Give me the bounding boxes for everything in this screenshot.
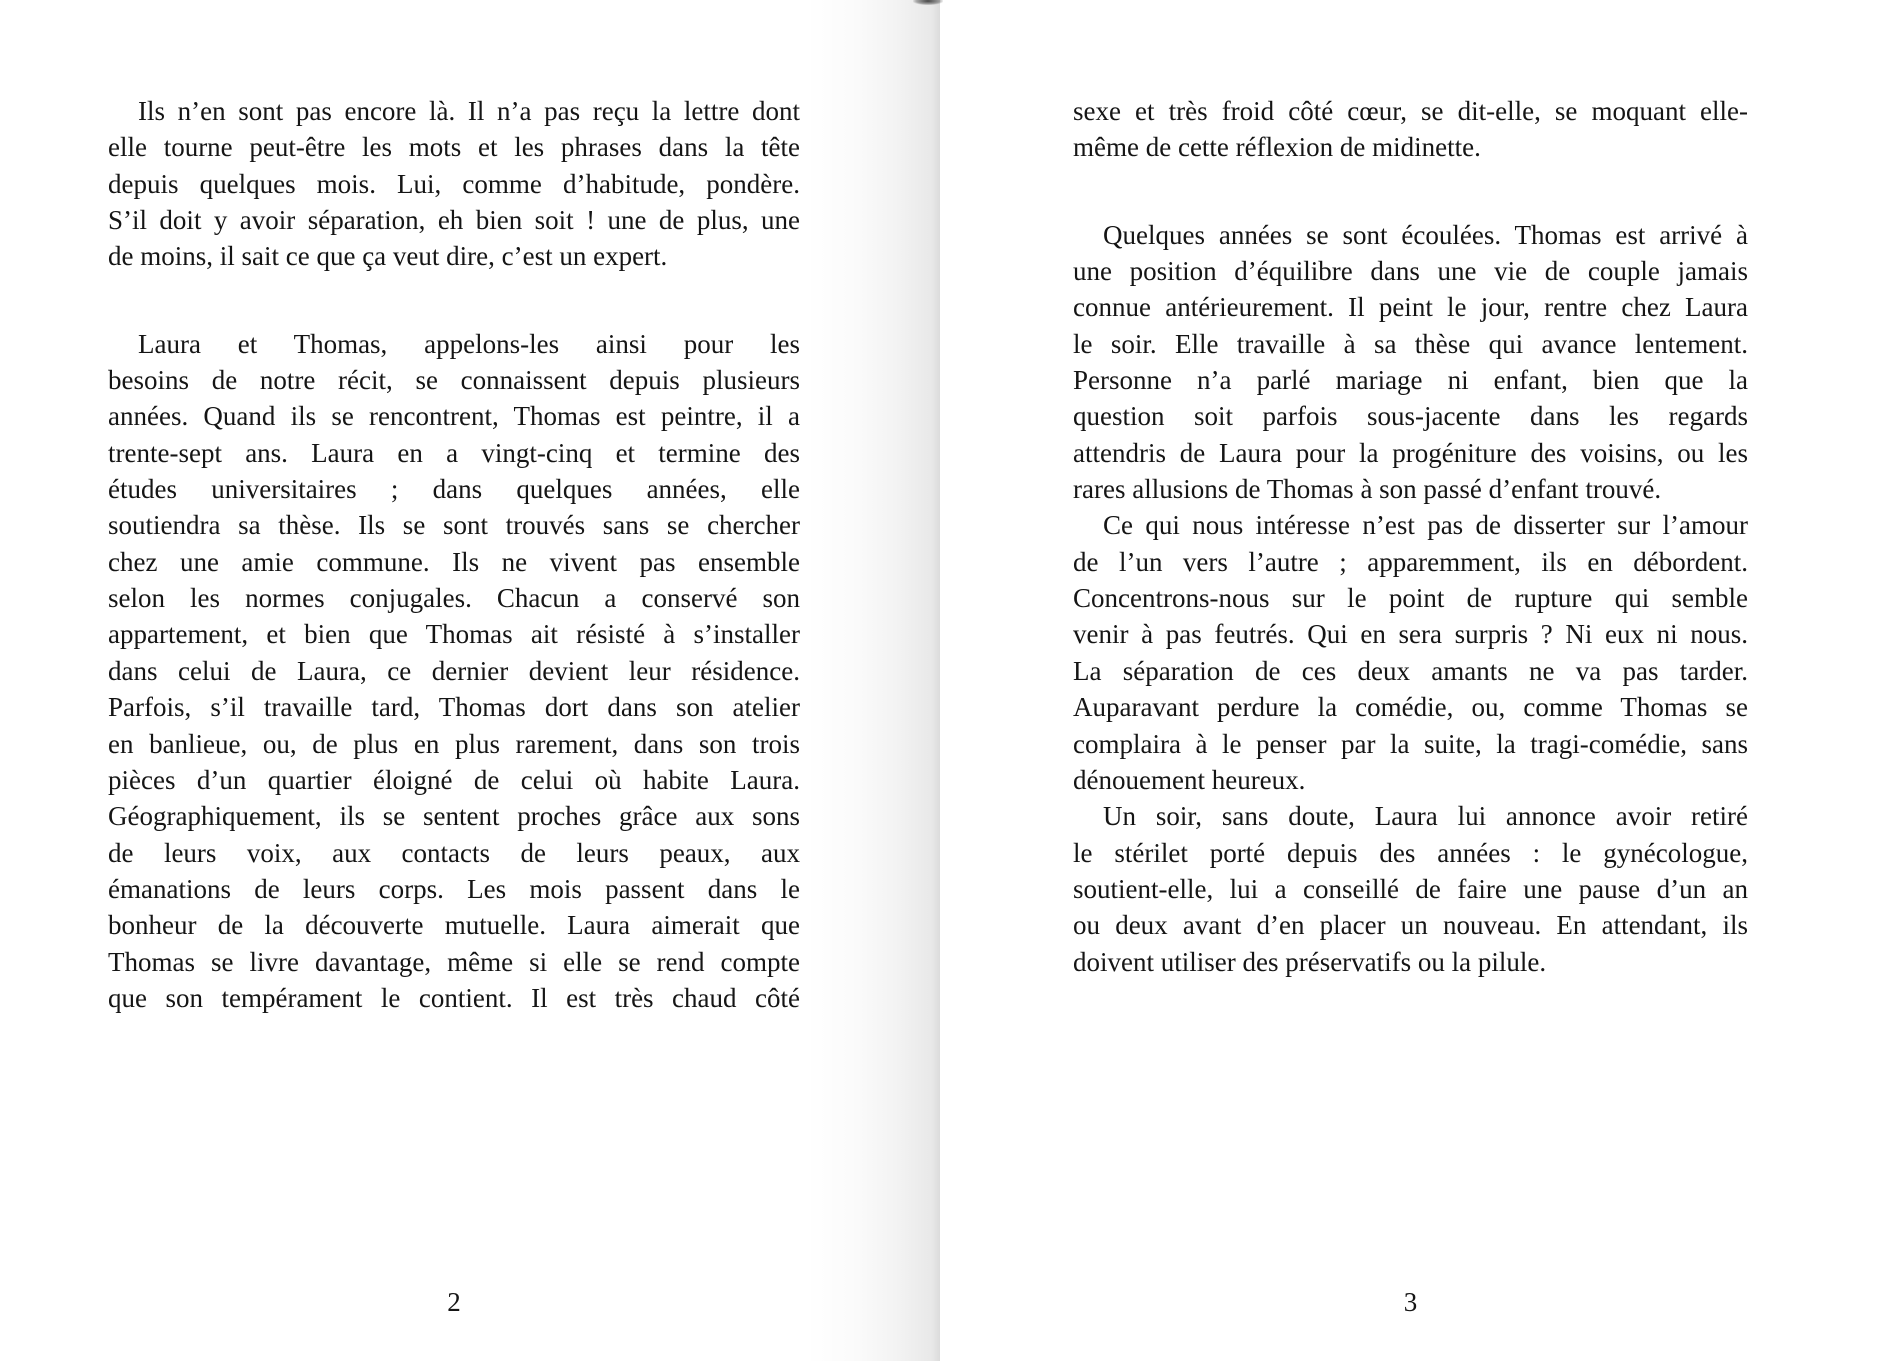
text-line: complaira à le penser par la suite, la tragi-comédie, sans	[1073, 728, 1748, 759]
text-line: Concentrons-nous sur le point de rupture qui semble	[1073, 583, 1748, 614]
left-page-text	[108, 93, 800, 1016]
left-page-number: 2	[447, 1287, 461, 1317]
text-line: La séparation de ces deux amants ne va pas tarder.	[1073, 655, 1748, 686]
paragraph	[1073, 217, 1748, 508]
text-line: besoins de notre récit, se connaissent depuis plusieurs	[108, 365, 800, 396]
text-line: ou deux avant d’en placer un nouveau. En attendant, ils	[1073, 910, 1748, 941]
text-line: années. Quand ils se rencontrent, Thomas est peintre, il a	[108, 401, 800, 432]
text-line: en banlieue, ou, de plus en plus rarement, dans son trois	[108, 728, 800, 759]
text-line: sexe et très froid côté cœur, se dit-elle, se moquant elle-	[1073, 96, 1748, 126]
text-line: connue antérieurement. Il peint le jour, rentre chez Laura	[1073, 292, 1748, 323]
text-line: études universitaires ; dans quelques années, elle	[108, 474, 800, 505]
paragraph	[1073, 93, 1748, 166]
text-line: bonheur de la découverte mutuelle. Laura aimerait que	[108, 910, 800, 941]
text-line: appartement, et bien que Thomas ait résisté à s’installer	[108, 619, 800, 650]
text-line: Laura et Thomas, appelons-les ainsi pour les	[138, 328, 800, 359]
text-line: Thomas se livre davantage, même si elle se rend compte	[108, 946, 800, 977]
text-line: doivent utiliser des préservatifs ou la pilule.	[1073, 946, 1547, 977]
text-line: dans celui de Laura, ce dernier devient leur résidence.	[108, 655, 800, 686]
text-line: de l’un vers l’autre ; apparemment, ils en débordent.	[1073, 546, 1748, 577]
text-line: Quelques années se sont écoulées. Thomas est arrivé à	[1103, 219, 1748, 250]
text-line: venir à pas feutrés. Qui en sera surpris ? Ni eux ni nous.	[1073, 619, 1748, 650]
text-line: soutient-elle, lui a conseillé de faire une pause d’un an	[1073, 873, 1748, 904]
text-line: Géographiquement, ils se sentent proches grâce aux sons	[108, 801, 800, 832]
text-line: Ce qui nous intéresse n’est pas de disserter sur l’amour	[1103, 510, 1748, 541]
text-line: de leurs voix, aux contacts de leurs peaux, aux	[108, 837, 800, 868]
text-line: Un soir, sans doute, Laura lui annonce avoir retiré	[1103, 801, 1748, 832]
text-line: soutiendra sa thèse. Ils se sont trouvés sans se chercher	[108, 510, 800, 541]
text-line: Parfois, s’il travaille tard, Thomas dort dans son atelier	[108, 692, 800, 723]
text-line: dénouement heureux.	[1073, 764, 1306, 795]
paragraph	[1073, 798, 1748, 980]
text-line: que son tempérament le contient. Il est très chaud côté	[108, 982, 800, 1013]
text-line: pièces d’un quartier éloigné de celui où habite Laura.	[108, 764, 800, 795]
text-line: attendris de Laura pour la progéniture des voisins, ou les	[1073, 437, 1748, 468]
paragraph	[108, 93, 800, 275]
text-line: Personne n’a parlé mariage ni enfant, bien que la	[1073, 365, 1748, 396]
text-line: une position d’équilibre dans une vie de couple jamais	[1073, 256, 1748, 287]
text-line: question soit parfois sous-jacente dans les regards	[1073, 401, 1748, 432]
text-line: trente-sept ans. Laura en a vingt-cinq et termine des	[108, 437, 800, 468]
paragraph	[108, 326, 800, 1017]
text-line: elle tourne peut-être les mots et les phrases dans la tête	[108, 132, 800, 163]
text-line: depuis quelques mois. Lui, comme d’habitude, pondère.	[108, 168, 800, 199]
right-page	[940, 0, 1878, 1361]
text-line: le stérilet porté depuis des années : le gynécologue,	[1073, 837, 1748, 868]
right-page-number: 3	[1403, 1287, 1418, 1317]
paragraph	[1073, 507, 1748, 798]
right-page-text	[1073, 93, 1748, 980]
gutter-shadow	[805, 0, 940, 1361]
text-line: le soir. Elle travaille à sa thèse qui avance lentement.	[1073, 328, 1748, 359]
text-line: S’il doit y avoir séparation, eh bien soit ! une de plus, une	[108, 205, 800, 236]
text-line: même de cette réflexion de midinette.	[1073, 132, 1481, 163]
text-line: chez une amie commune. Ils ne vivent pas ensemble	[108, 546, 800, 577]
text-line: de moins, il sait ce que ça veut dire, c’est un expert.	[108, 241, 668, 272]
text-line: émanations de leurs corps. Les mois passent dans le	[108, 873, 800, 904]
text-line: Ils n’en sont pas encore là. Il n’a pas reçu la lettre dont	[138, 96, 800, 126]
text-line: Auparavant perdure la comédie, ou, comme Thomas se	[1073, 692, 1748, 723]
text-line: rares allusions de Thomas à son passé d’enfant trouvé.	[1073, 474, 1662, 505]
text-line: selon les normes conjugales. Chacun a conservé son	[108, 583, 800, 614]
